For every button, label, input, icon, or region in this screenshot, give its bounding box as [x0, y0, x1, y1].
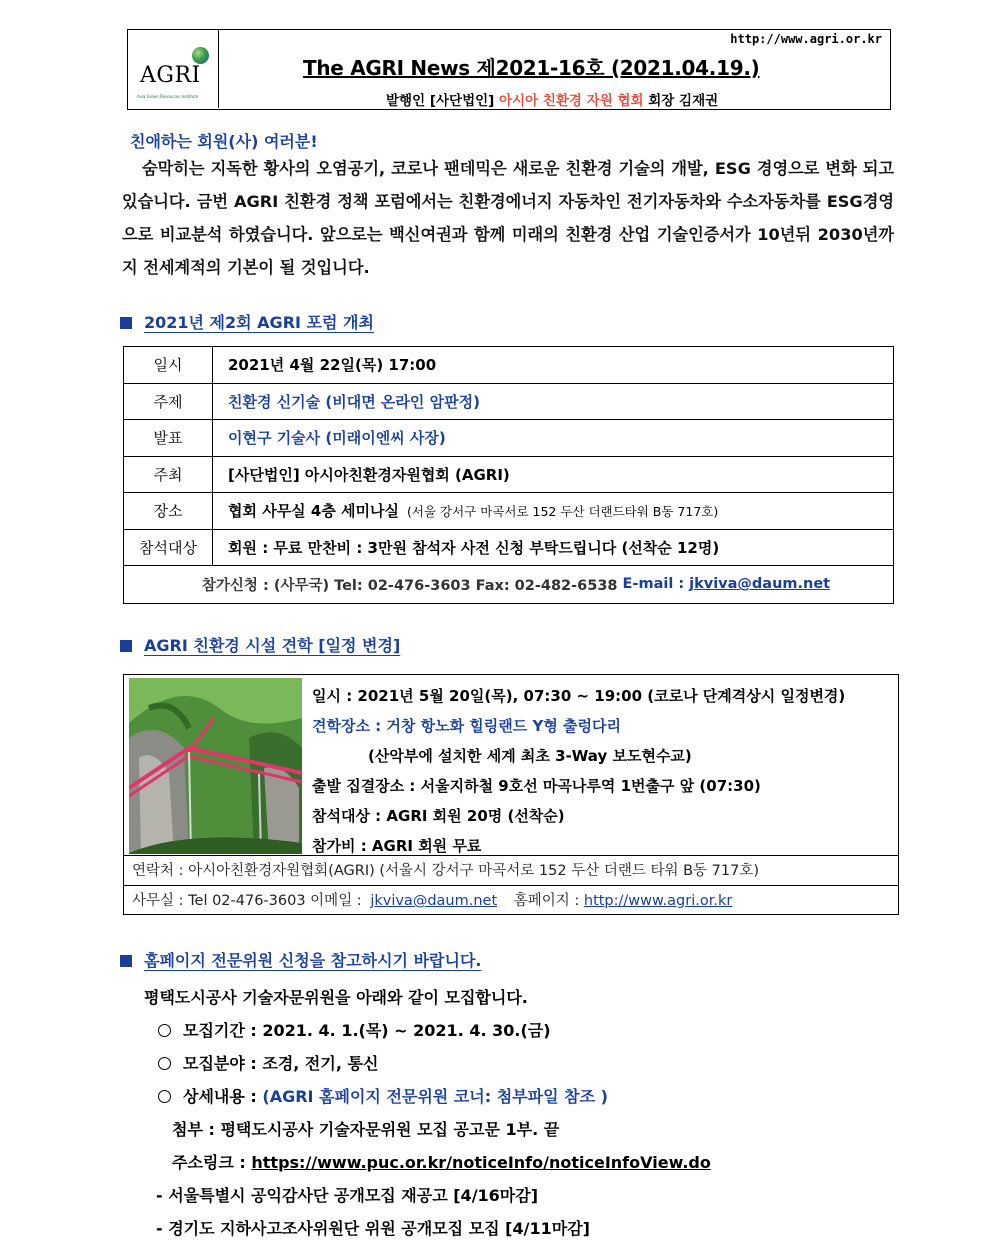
globe-icon [192, 47, 209, 64]
recruit-period: 모집기간 : 2021. 4. 1.(목) ~ 2021. 4. 30.(금) [183, 1021, 551, 1040]
row-label: 참석대상 [124, 530, 213, 566]
row-value: 2021년 4월 22일(목) 17:00 [228, 356, 437, 375]
expert-heading [120, 948, 481, 971]
notice-link[interactable]: https://www.puc.or.kr/noticeInfo/noticeInfoView.do [251, 1153, 711, 1172]
tour-fee: 참가비 : AGRI 회원 무료 [312, 837, 482, 855]
square-bullet-icon [120, 640, 132, 652]
apply-text: 참가신청 : (사무국) Tel: 02-476-3603 Fax: 02-482-6538 [201, 577, 618, 594]
table-row [124, 347, 893, 384]
publisher-line [386, 89, 718, 109]
tour-details [124, 675, 898, 856]
publisher-prefix: 발행인 [사단법인] [386, 93, 495, 109]
square-bullet-icon [120, 317, 132, 329]
email-label: E-mail : [622, 576, 685, 593]
link-line [144, 1146, 711, 1179]
apply-info [124, 566, 893, 603]
table-row [124, 530, 893, 567]
table-row [124, 566, 893, 603]
forum-table [123, 346, 894, 604]
tour-info [312, 681, 845, 861]
tour-attendees: 참석대상 : AGRI 회원 20명 (선착순) [312, 807, 565, 825]
office-email-link[interactable]: jkviva@daum.net [370, 893, 498, 909]
publisher-suffix: 회장 김재권 [648, 93, 719, 109]
tour-location-note: (산악부에 설치한 세계 최초 3-Way 보도현수교) [368, 747, 692, 765]
table-row [124, 457, 893, 494]
row-label: 일시 [124, 347, 213, 383]
logo-tagline: Asia Green Resources Institute [137, 94, 199, 99]
detail-value: (AGRI 홈페이지 전문위원 코너: 첨부파일 참조 ) [262, 1087, 608, 1106]
forum-heading-text: 2021년 제2회 AGRI 포럼 개최 [144, 313, 374, 332]
list-item [144, 1014, 711, 1047]
newsletter-title: The AGRI News 제2021-16호 (2021.04.19.) [303, 56, 760, 80]
expert-heading-text: 홈페이지 전문위원 신청을 참고하시기 바랍니다. [144, 951, 482, 970]
expert-section [144, 981, 711, 1245]
row-label: 발표 [124, 420, 213, 456]
row-value [213, 493, 893, 529]
list-item [144, 1080, 711, 1113]
row-value: [사단법인] 아시아친환경자원협회 (AGRI) [228, 465, 510, 484]
list-item [144, 1047, 711, 1080]
other-notice: - 서울특별시 공익감사단 공개모집 재공고 [4/16마감] [156, 1186, 539, 1205]
intro-paragraph: 숨막히는 지독한 황사의 오염공기, 코로나 팬데믹은 새로운 친환경 기술의 개발, ESG 경영으로 변화 되고 있습니다. 금번 AGRI 친환경 정책 포럼에서는 친환경에너지 자동차인 전기자동차와 수소자동차를 ESG경영으로 비교분석 하였습니다. 앞으로는 백신여권과 함께 미래의 친환경 산업 기술인증서가 10년뒤 2030년까지 전세계적의 기본이 될 것입니다. [122, 159, 894, 277]
table-row [124, 384, 893, 421]
publisher-org: 아시아 친환경 자원 협회 [499, 93, 644, 109]
homepage-label: 홈페이지 : [513, 893, 580, 909]
tour-location: 견학장소 : 거창 항노화 힐링랜드 Y형 출렁다리 [312, 717, 622, 735]
square-bullet-icon [120, 955, 132, 967]
row-label: 장소 [124, 493, 213, 529]
circle-bullet-icon [158, 1090, 171, 1103]
header-url-link[interactable]: http://www.agri.or.kr [730, 32, 882, 46]
venue-value: 협회 사무실 4층 세미나실 [228, 502, 400, 521]
forum-heading [120, 310, 374, 333]
row-value: 친환경 신기술 (비대면 온라인 암판정) [228, 392, 480, 411]
row-label: 주제 [124, 384, 213, 420]
homepage-link[interactable]: http://www.agri.or.kr [583, 893, 733, 909]
expert-lead: 평택도시공사 기술자문위원을 아래와 같이 모집합니다. [144, 988, 528, 1007]
tour-heading-text: AGRI 친환경 시설 견학 [일정 변경] [144, 636, 401, 655]
logo-text: AGRI [140, 63, 201, 88]
tour-date: 일시 : 2021년 5월 20일(목), 07:30 ~ 19:00 (코로나 단계격상시 일정변경) [312, 687, 846, 705]
table-row [124, 493, 893, 530]
suspension-bridge-image [129, 678, 302, 854]
tour-heading [120, 633, 400, 656]
link-label: 주소링크 : [172, 1153, 246, 1172]
venue-address: (서울 강서구 마곡서로 152 두산 더랜드타워 B동 717호) [407, 503, 719, 519]
circle-bullet-icon [158, 1057, 171, 1070]
tour-meeting-point: 출발 집결장소 : 서울지하철 9호선 마곡나루역 1번출구 앞 (07:30) [312, 777, 761, 795]
tour-office [124, 886, 898, 916]
agri-logo [128, 30, 219, 108]
attachment-line: 첨부 : 평택도시공사 기술자문위원 모집 공고문 1부. 끝 [172, 1120, 560, 1139]
tour-box [123, 674, 899, 915]
email-link[interactable]: jkviva@daum.net [689, 576, 831, 593]
recruit-field: 모집분야 : 조경, 전기, 통신 [183, 1054, 379, 1073]
row-value: 이현구 기술사 (미래이엔씨 사장) [228, 429, 446, 448]
circle-bullet-icon [158, 1024, 171, 1037]
newsletter-header [127, 29, 891, 110]
greeting: 친애하는 회원(사) 여러분! [130, 132, 318, 151]
office-text: 사무실 : Tel 02-476-3603 이메일 : [132, 893, 362, 909]
tour-contact: 연락처 : 아시아친환경자원협회(AGRI) (서울시 강서구 마곡서로 152 두산 더랜드 타워 B동 717호) [124, 856, 898, 886]
row-label: 주최 [124, 457, 213, 493]
detail-label: 상세내용 : [183, 1087, 257, 1106]
other-notice: - 경기도 지하사고조사위원단 위원 공개모집 모집 [4/11마감] [156, 1219, 590, 1238]
table-row [124, 420, 893, 457]
row-value: 회원 : 무료 만찬비 : 3만원 참석자 사전 신청 부탁드립니다 (선착순 12명) [228, 538, 720, 557]
